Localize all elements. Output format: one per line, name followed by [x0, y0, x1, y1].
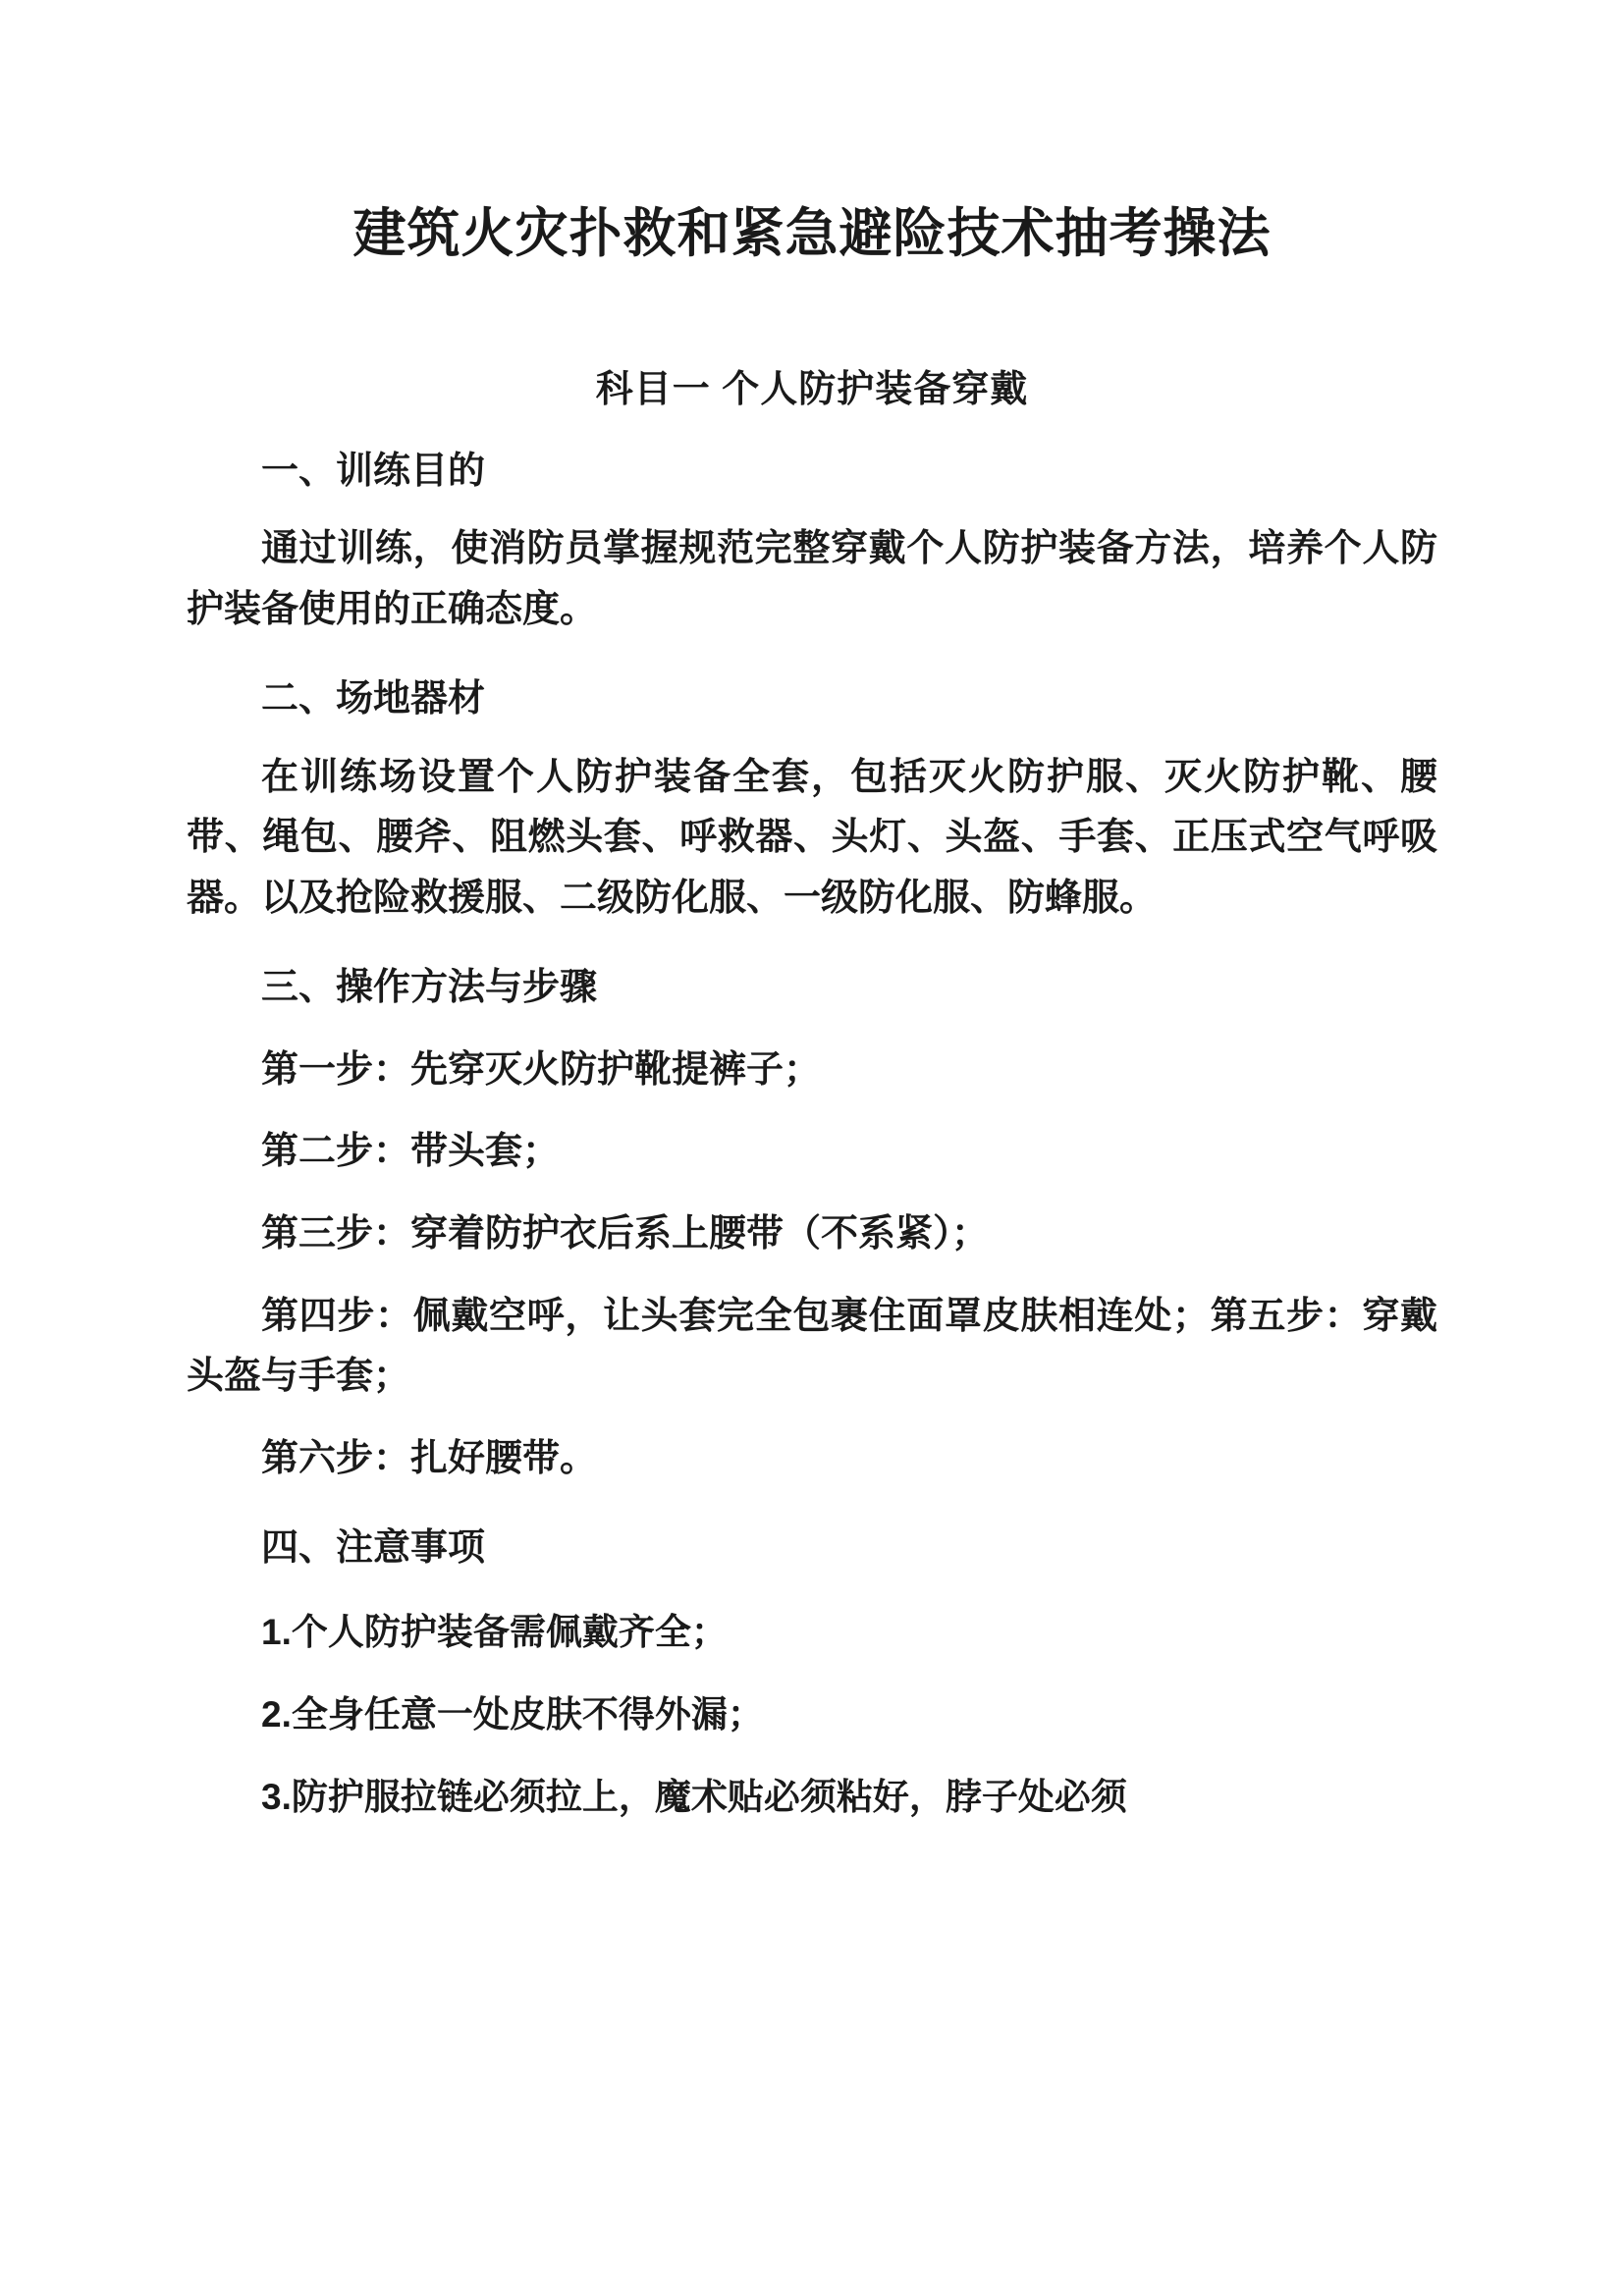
- operation-step: 第六步：扎好腰带。: [261, 1437, 598, 1479]
- section-heading-training-purpose: 一、训练目的: [261, 450, 486, 492]
- section-body-site-equipment: 在训练场设置个人防护装备全套，包括灭火防护服、灭火防护靴、腰带、绳包、腰斧、阻燃头套、呼救器、头灯、头盔、手套、正压式空气呼吸器。以及抢险救援服、二级防化服、一级防化服、防蜂服。: [187, 756, 1437, 919]
- subject-heading: 科目一 个人防护装备穿戴: [595, 368, 1029, 410]
- section-body-training-purpose: 通过训练，使消防员掌握规范完整穿戴个人防护装备方法，培养个人防护装备使用的正确态度。: [187, 528, 1437, 630]
- section-heading-operation-steps: 三、操作方法与步骤: [261, 967, 598, 1009]
- precaution-item: 3.防护服拉链必须拉上，魔术贴必须粘好，脖子处必须: [261, 1776, 1127, 1817]
- section-heading-precautions: 四、注意事项: [261, 1527, 486, 1570]
- operation-step: 第二步：带头套；: [261, 1131, 561, 1173]
- page-title: 建筑火灾扑救和紧急避险技术抽考操法: [352, 204, 1272, 263]
- precaution-item: 1.个人防护装备需佩戴齐全；: [261, 1611, 728, 1652]
- precaution-item: 2.全身任意一处皮肤不得外漏；: [261, 1693, 764, 1735]
- section-heading-site-equipment: 二、场地器材: [261, 678, 486, 721]
- operation-step: 第一步：先穿灭火防护靴提裤子；: [261, 1048, 822, 1091]
- operation-step: 第四步：佩戴空呼，让头套完全包裹住面罩皮肤相连处；第五步：穿戴头盔与手套；: [187, 1295, 1437, 1398]
- operation-step: 第三步：穿着防护衣后系上腰带（不系紧）；: [261, 1212, 990, 1255]
